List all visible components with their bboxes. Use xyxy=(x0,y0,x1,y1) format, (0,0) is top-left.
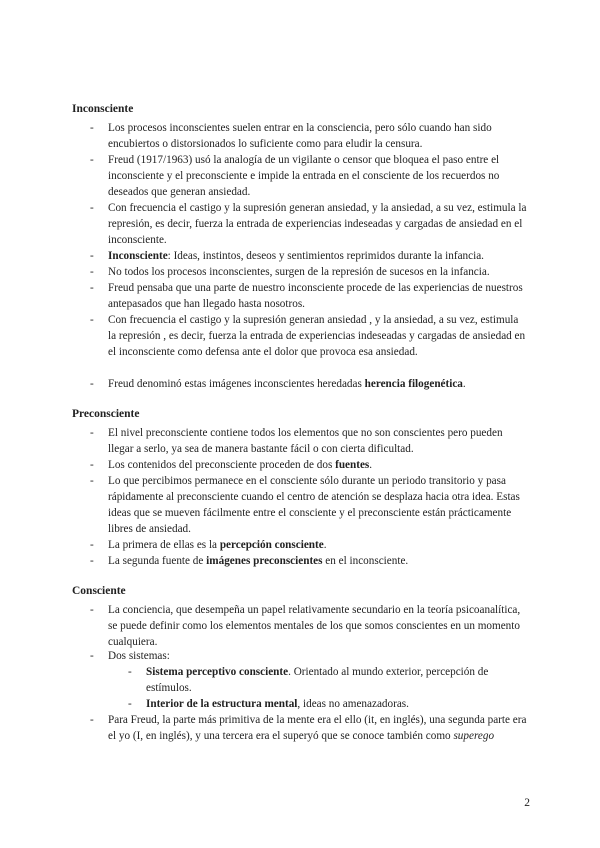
list-item: - No todos los procesos inconscientes, surgen de la represión de sucesos en la infancia. xyxy=(108,264,528,280)
list-item-primera: - La primera de ellas es la percepción consciente. xyxy=(108,537,528,553)
section-title-preconsciente: Preconsciente xyxy=(72,408,140,420)
term-percepcion: percepción consciente xyxy=(219,539,324,551)
list-item: - Con frecuencia el castigo y la supresión generan ansiedad, y la ansiedad, a su vez, estimula la represión, es decir, fuerza la entrada de experiencias indeseadas y cargadas de ansiedad en el inconsciente. xyxy=(108,200,528,248)
list-item-segunda: - La segunda fuente de imágenes preconscientes en el inconsciente. xyxy=(108,553,528,569)
list-item-fuentes: - Los contenidos del preconsciente proceden de dos fuentes. xyxy=(108,457,528,473)
list-item-definition: - Inconsciente: Ideas, instintos, deseos y sentimientos reprimidos durante la infancia. xyxy=(108,248,528,264)
section-title-consciente: Consciente xyxy=(72,585,126,597)
list-item: - La conciencia, que desempeña un papel relativamente secundario en la teoría psicoanalítica, se puede definir como los elementos mentales de los que somos conscientes en un momento cualquiera. xyxy=(108,602,528,650)
term-inconsciente: Inconsciente xyxy=(108,250,168,262)
list-item-herencia: - Freud denominó estas imágenes inconscientes heredadas herencia filogenética. xyxy=(108,376,528,392)
list-item: - Lo que percibimos permanece en el consciente sólo durante un periodo transitorio y pasa rápidamente al preconsciente cuando el centro de atención se desplaza hacia otra idea. Estas ideas que se mueven fácilmente entre el consciente y el preconsciente están prácticamente libres de ansiedad. xyxy=(108,473,528,537)
list-item: - Los procesos inconscientes suelen entrar en la consciencia, pero sólo cuando han sido encubiertos o distorsionados lo suficiente como para eludir la censura. xyxy=(108,120,528,152)
list-item: - Dos sistemas: xyxy=(108,648,528,664)
sub-item-sistema-perceptivo: - Sistema perceptivo consciente. Orientado al mundo exterior, percepción de estímulos. xyxy=(146,664,531,696)
list-item: - Con frecuencia el castigo y la supresión generan ansiedad , y la ansiedad, a su vez, estimula la represión , es decir, fuerza la entrada de experiencias indeseadas y cargadas de ansiedad en el inconsciente como defensa ante el dolor que provoca esa ansiedad. xyxy=(108,312,528,360)
term-imagenes: imágenes preconscientes xyxy=(206,555,323,567)
sub-item-estructura-mental: - Interior de la estructura mental, ideas no amenazadoras. xyxy=(146,696,531,712)
term-herencia: herencia filogenética xyxy=(364,378,463,390)
list-item: - Freud (1917/1963) usó la analogía de un vigilante o censor que bloquea el paso entre el inconsciente y el preconsciente e impide la entrada en el consciente de los recuerdos no deseados que generan ansiedad. xyxy=(108,152,528,200)
list-item-freud: - Para Freud, la parte más primitiva de la mente era el ello (it, en inglés), una segunda parte era el yo (I, en inglés), y una tercera era el superyó que se conoce también como superego xyxy=(108,712,528,744)
term-fuentes: fuentes xyxy=(335,459,370,471)
page-number: 2 xyxy=(524,797,530,809)
list-item: - El nivel preconsciente contiene todos los elementos que no son conscientes pero pueden llegar a serlo, ya sea de manera bastante fácil o con cierta dificultad. xyxy=(108,425,528,457)
term-superego: superego xyxy=(453,730,495,742)
section-title-inconsciente: Inconsciente xyxy=(72,103,134,115)
list-item: - Freud pensaba que una parte de nuestro inconsciente procede de las experiencias de nuestros antepasados que han llegado hasta nosotros. xyxy=(108,280,528,312)
